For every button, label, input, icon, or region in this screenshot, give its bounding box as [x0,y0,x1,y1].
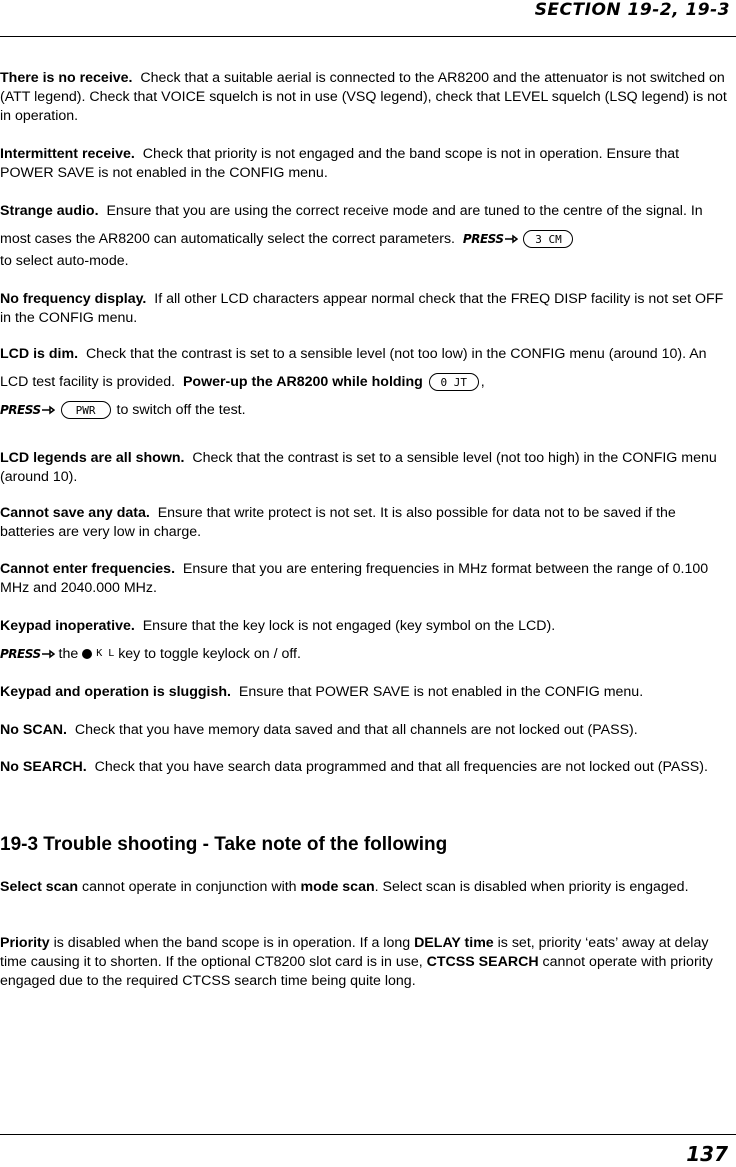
note-text: is set, priority ‘eats’ away at delay time causing it to shorten. If the optional CT8200 slot card is in use, [0,935,709,970]
item-cannot-save [0,504,733,542]
item-title: Cannot save any data. [0,505,150,521]
item-no-search [0,758,733,777]
key-3cm: 3 CM [523,230,573,248]
item-text: Check that you have memory data saved and that all channels are not locked out (PASS). [74,722,638,738]
note-text: . Select scan is disabled when priority is engaged. [374,879,689,895]
item-cannot-enter [0,560,733,598]
item-no-receive [0,69,733,126]
item-text: If all other LCD characters appear normal check that the FREQ DISP facility is not set OFF in the CONFIG menu. [0,291,724,326]
key-0jt: 0 JT [429,373,479,391]
item-title: LCD is dim. [0,346,79,362]
item-text-2: key to toggle keylock on / off. [118,646,301,662]
item-strange-audio [0,197,733,281]
footer-rule [0,1134,736,1135]
item-lcd-legends [0,449,733,487]
item-text: Ensure that you are entering frequencies in MHz format between the range of 0.100 MHz and 2040.000 MHz. [0,561,709,596]
note-bold: Priority [0,935,50,951]
item-title: Cannot enter frequencies. [0,561,176,577]
note-text: is disabled when the band scope is in operation. If a long [49,935,415,951]
hand-icon [41,648,55,660]
note-bold: mode scan [300,879,375,895]
press-label: PRESS [462,232,504,247]
note-bold: Select scan [0,879,79,895]
press-label: PRESS [0,647,41,662]
item-keypad-inoperative [0,612,733,668]
key-pwr: PWR [61,401,111,419]
hand-icon [41,404,55,416]
header-rule [0,36,736,37]
note-select-scan [0,878,733,897]
item-title: There is no receive. [0,70,133,86]
item-title: No SCAN. [0,722,67,738]
item-no-scan [0,721,733,740]
item-text: Ensure that the key lock is not engaged (key symbol on the LCD). [142,618,556,634]
item-title: Strange audio. [0,203,99,219]
item-no-freq [0,290,733,328]
item-text: Check that you have search data programmed and that all frequencies are not locked out (PASS). [94,759,708,775]
item-title: LCD legends are all shown. [0,450,185,466]
item-the: the [58,646,79,662]
item-title: No SEARCH. [0,759,87,775]
note-priority [0,934,733,991]
item-text-2: to select auto-mode. [0,253,129,270]
item-text: Ensure that you are using the correct receive mode and are tuned to the centre of the signal. In most cases the AR8200 can automatically select the correct parameters. [0,203,703,247]
item-lcd-dim: LCD is dim. Check that the contrast is set to a sensible level (not too low) in the CONFIG menu (around 10). An LCD test facility is provided. Power-up the AR8200 while holding 0 JT , PRESS PWR to switch off the test. [0,340,733,424]
item-text: Check that priority is not engaged and the band scope is not in operation. Ensure that POWER SAVE is not enabled in the CONFIG menu. [0,146,680,181]
item-title: No frequency display. [0,291,147,307]
item-title: Keypad inoperative. [0,618,135,634]
page-number: 137 [686,1142,728,1166]
note-text: cannot operate with priority engaged due to the required CTCSS search time being quite long. [0,954,713,989]
item-title: Keypad and operation is sluggish. [0,684,231,700]
item-intermittent [0,145,733,183]
item-bold: Power-up the AR8200 while holding [182,374,423,390]
item-text: Ensure that POWER SAVE is not enabled in the CONFIG menu. [238,684,644,700]
item-text-2: to switch off the test. [116,402,246,418]
item-text: Check that the contrast is set to a sensible level (not too low) in the CONFIG menu (around 10). An LCD test facility is provided. [0,346,707,390]
item-text: Ensure that write protect is not set. It is also possible for data not to be saved if the batteries are very low in charge. [0,505,676,540]
item-text: Check that a suitable aerial is connected to the AR8200 and the attenuator is not switched on (ATT legend). Check that VOICE squelch is not in use (VSQ legend), check that LEVEL squelch (LSQ legend) is not in operation. [0,70,727,124]
key-dot-icon [82,649,92,659]
item-title: Intermittent receive. [0,146,135,162]
item-text: Check that the contrast is set to a sensible level (not too high) in the CONFIG menu (around 10). [0,450,717,485]
section-header: SECTION 19-2, 19-3 [534,0,730,20]
note-bold: DELAY time [414,935,494,951]
note-text: cannot operate in conjunction with [78,879,301,895]
item-keypad-sluggish [0,683,733,702]
press-label: PRESS [0,403,41,418]
key-label: K L [96,648,115,660]
section-heading: 19-3 Trouble shooting - Take note of the following [0,834,448,855]
note-bold: CTCSS SEARCH [426,954,539,970]
hand-icon [504,233,518,245]
